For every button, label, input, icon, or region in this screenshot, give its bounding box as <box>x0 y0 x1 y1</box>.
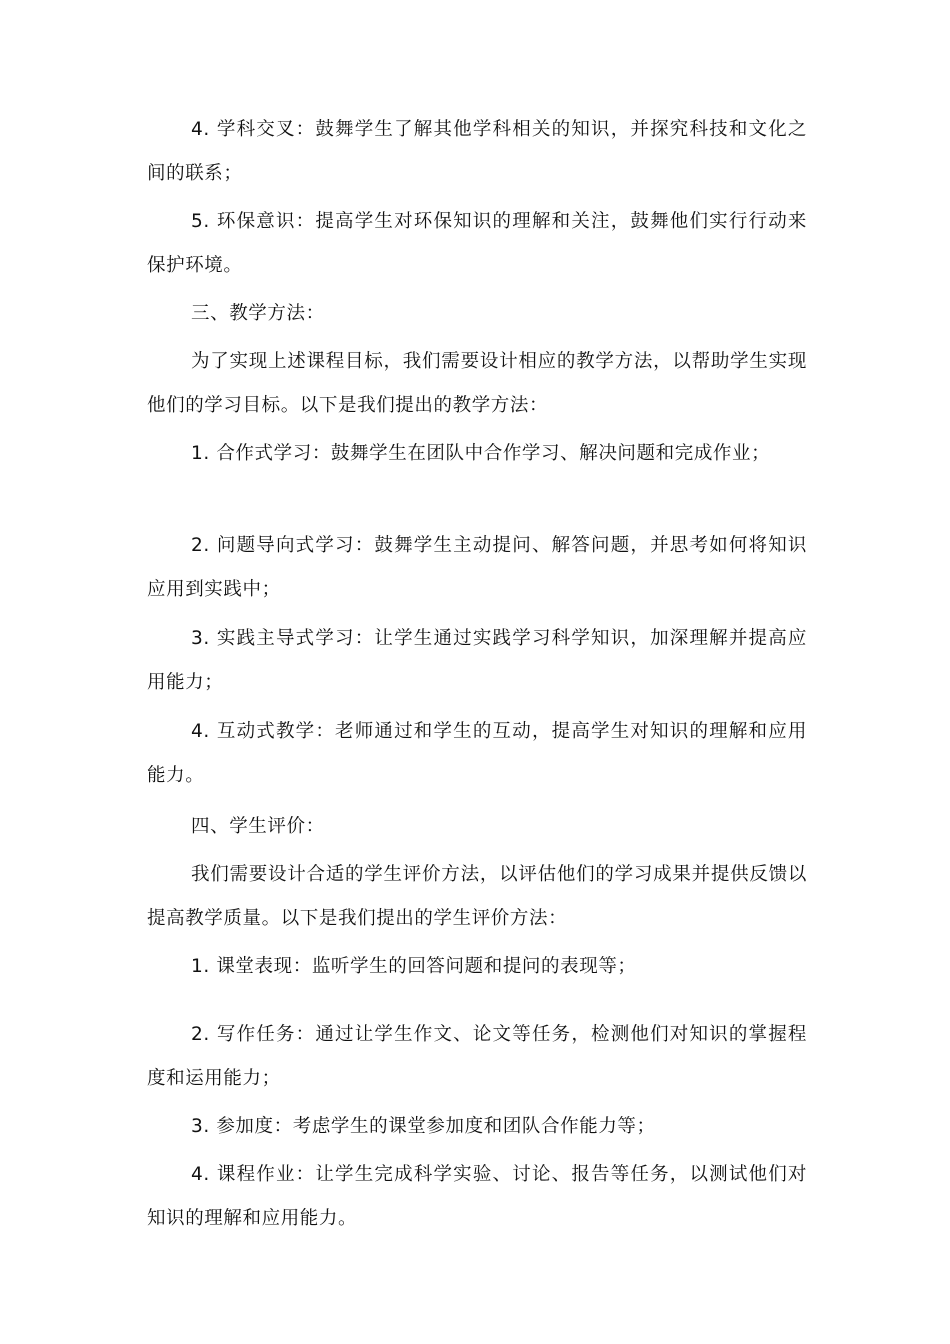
paragraph-classroom-performance: 1. 课堂表现：监听学生的回答问题和提问的表现等； <box>191 956 637 977</box>
paragraph-teaching-methods-intro: 为了实现上述课程目标，我们需要设计相应的教学方法，以帮助学生实现他们的学习目标。以下是我们提出的教学方法： <box>147 351 807 416</box>
paragraph-discipline-cross: 4. 学科交叉：鼓舞学生了解其他学科相关的知识，并探究科技和文化之间的联系； <box>147 119 807 184</box>
section-heading-student-evaluation: 四、学生评价： <box>191 816 325 837</box>
paragraph-interactive-teaching: 4. 互动式教学：老师通过和学生的互动，提高学生对知识的理解和应用能力。 <box>147 721 807 786</box>
paragraph-writing-tasks: 2. 写作任务：通过让学生作文、论文等任务，检测他们对知识的掌握程度和运用能力； <box>147 1024 807 1089</box>
paragraph-problem-oriented-learning: 2. 问题导向式学习：鼓舞学生主动提问、解答问题，并思考如何将知识应用到实践中； <box>147 535 807 600</box>
paragraph-evaluation-intro: 我们需要设计合适的学生评价方法，以评估他们的学习成果并提供反馈以提高教学质量。以下是我们提出的学生评价方法： <box>147 864 807 929</box>
paragraph-practice-led-learning: 3. 实践主导式学习：让学生通过实践学习科学知识，加深理解并提高应用能力； <box>147 628 807 693</box>
paragraph-cooperative-learning: 1. 合作式学习：鼓舞学生在团队中合作学习、解决问题和完成作业； <box>191 443 771 464</box>
paragraph-participation: 3. 参加度：考虑学生的课堂参加度和团队合作能力等； <box>191 1116 656 1137</box>
paragraph-course-assignments: 4. 课程作业：让学生完成科学实验、讨论、报告等任务，以测试他们对知识的理解和应用能力。 <box>147 1164 807 1229</box>
paragraph-environment-awareness: 5. 环保意识：提高学生对环保知识的理解和关注，鼓舞他们实行行动来保护环境。 <box>147 211 807 276</box>
section-heading-teaching-methods: 三、教学方法： <box>191 303 325 324</box>
